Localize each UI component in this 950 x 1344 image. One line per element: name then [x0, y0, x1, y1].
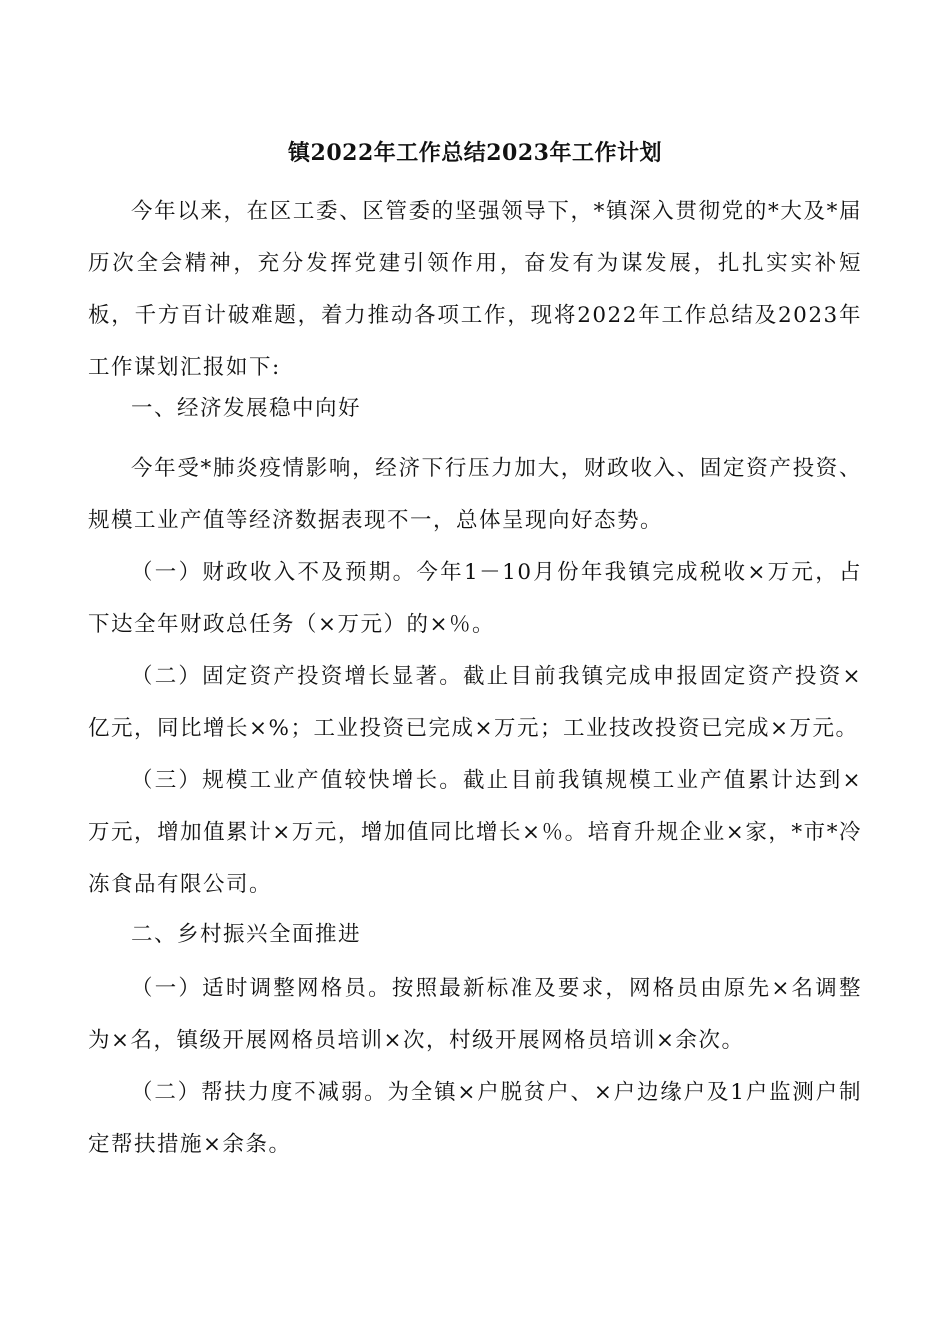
- section-2-item-2: （二）帮扶力度不减弱。为全镇×户脱贫户、×户边缘户及1户监测户制定帮扶措施×余条。: [88, 1080, 862, 1157]
- document-title: 镇2022年工作总结2023年工作计划: [288, 140, 662, 166]
- section-1-intro: 今年受*肺炎疫情影响，经济下行压力加大，财政收入、固定资产投资、规模工业产值等经济数据表现不一，总体呈现向好态势。: [88, 456, 862, 533]
- section-1-item-3: （三）规模工业产值较快增长。截止目前我镇规模工业产值累计达到×万元，增加值累计×万元，增加值同比增长×％。培育升规企业×家，*市*冷冻食品有限公司。: [88, 768, 862, 897]
- section-2-item-1: （一）适时调整网格员。按照最新标准及要求，网格员由原先×名调整为×名，镇级开展网格员培训×次，村级开展网格员培训×余次。: [88, 976, 862, 1053]
- section-1-item-1: （一）财政收入不及预期。今年1－10月份年我镇完成税收×万元，占下达全年财政总任务（×万元）的×％。: [88, 560, 862, 637]
- section-2-heading: 二、乡村振兴全面推进: [131, 922, 362, 947]
- section-1-item-2: （二）固定资产投资增长显著。截止目前我镇完成申报固定资产投资×亿元，同比增长×%；工业投资已完成×万元；工业技改投资已完成×万元。: [88, 664, 862, 741]
- intro-paragraph: 今年以来，在区工委、区管委的坚强领导下，*镇深入贯彻党的*大及*届历次全会精神，充分发挥党建引领作用，奋发有为谋发展，扎扎实实补短板，千方百计破难题，着力推动各项工作，现将2022年工作总结及2023年工作谋划汇报如下:: [88, 199, 862, 380]
- section-1-heading: 一、经济发展稳中向好: [131, 396, 362, 421]
